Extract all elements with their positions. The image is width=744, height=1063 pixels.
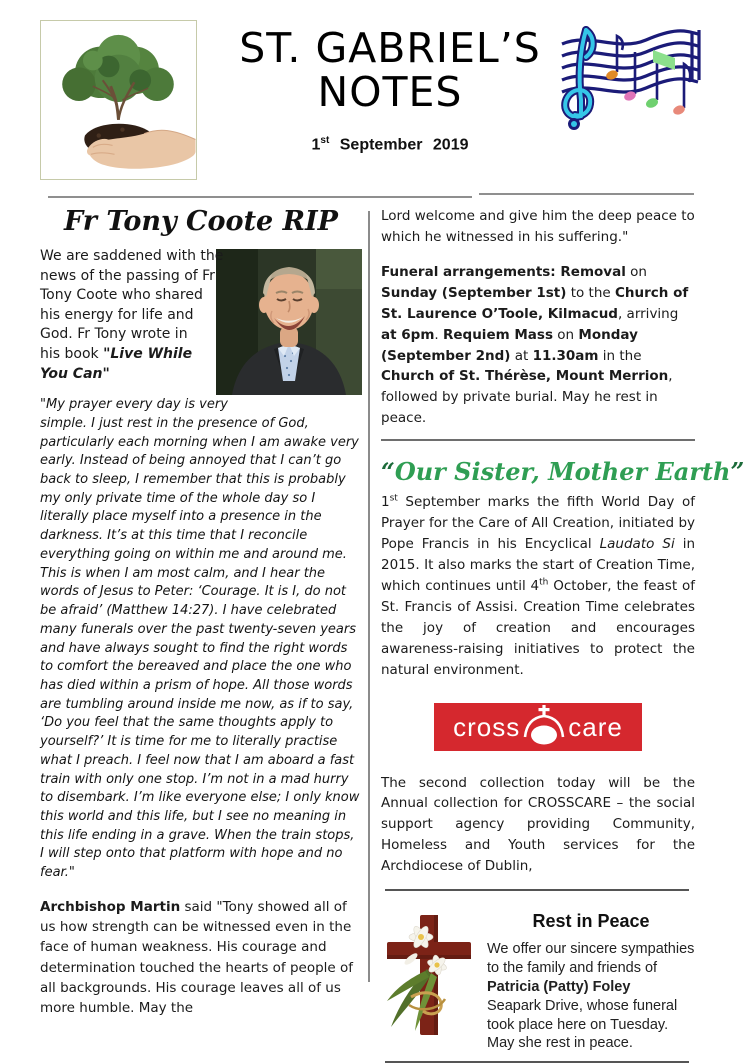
newsletter-title-line2: NOTES	[317, 68, 463, 117]
laudato-si-title: Laudato Si	[599, 536, 675, 553]
rest-in-peace-heading: Rest in Peace	[532, 911, 650, 932]
funeral-arrangements-paragraph: Funeral arrangements: Removal on Sunday (September 1st) to the Church of St. Laurence O’Toole, Kilmacud, arriving at 6pm. Requiem Mass on Monday (September 2nd) at 11.30am in the Church of St. Thérèse, Mount Merrion, followed by private burial. May he rest in peace.	[381, 263, 689, 427]
second-collection-paragraph: The second collection today will be the Annual collection for CROSSCARE – the social support agency providing Community, Homeless and Youth services for the Archdiocese of Dublin,	[381, 774, 695, 875]
mother-earth-paragraph: 1st September marks the fifth World Day of Prayer for the Care of All Creation, initiated by Pope Francis in his Encyclical Laudato Si in 2015. It also marks the start of Creation Time, which continues until 4th October, the feast of St. Francis of Assisi. Creation Time celebrates the joy of creation and encourages awareness-raising initiatives to protect the natural environment.	[381, 493, 695, 678]
music-notes-clipart	[532, 20, 708, 150]
section-separator-1	[381, 439, 695, 441]
article-heading-fr-tony: Fr Tony Coote RIP	[64, 206, 338, 237]
book-title: "Live While You Can"	[40, 345, 193, 382]
crosscare-orb-cross-icon	[521, 705, 567, 749]
rip-line: May she rest in peace.	[487, 1035, 633, 1052]
fr-tony-quote: "My prayer every day is very simple. I just rest in the presence of God, particularly each morning when I am awake very early. Instead of being annoyed that I can’t go back to sleep, I remember that this is probably my only private time of the whole day so I literally place myself into a presence in the darkness. It’s at this time that I reconcile everything going on within me and around me. This is when I am most calm, and I hear the words of Jesus to Peter: ‘Courage. It is I, do not be afraid’ (Matthew 14:27). I have celebrated many funerals over the past twenty-seven years and have always sought to find the right words to comfort the bereaved and place the one who has died within a prism of hope. All those words are tumbling around inside me now, as if to say, ‘Do you feel that the same thoughts apply to yourself?’ It is time for me to literally practise what I preach. I feel now that I am aboard a fast train with only one stop. I’m not in a mad hurry to disembark. I’m like everyone else; I only know this world and this life, but I see no meaning in this life ending in a grave. When the train stops, I will step onto that platform with hope and no fear."	[40, 397, 360, 881]
header-rule-right	[479, 193, 694, 195]
rip-line: to the family and friends of	[487, 959, 658, 976]
right-column	[381, 206, 744, 1063]
fr-tony-photo	[216, 249, 362, 395]
crosscare-logo	[434, 703, 642, 751]
crosscare-logo-text-left: cross	[453, 711, 521, 742]
crosscare-logo-text-right: care	[568, 711, 623, 742]
tree-in-hand-illustration	[41, 21, 196, 179]
mother-earth-heading: “Our Sister, Mother Earth”	[381, 457, 744, 487]
rest-in-peace-text	[487, 909, 695, 1053]
rip-deceased-name: Patricia (Patty) Foley	[487, 978, 631, 995]
intro-text: We are saddened with the news of the passing of Fr Tony Coote who shared his energy for life and God. Fr Tony wrote in his book	[40, 248, 224, 362]
cross-with-lilies-image	[381, 909, 477, 1042]
cross-lilies-illustration	[381, 909, 477, 1042]
column-divider	[368, 211, 370, 982]
fr-tony-portrait-illustration	[216, 249, 362, 395]
rip-line: We offer our sincere sympathies	[487, 941, 695, 958]
archbishop-paragraph: Archbishop Martin said "Tony showed all of us how strength can be witnessed even in the face of human weakness. His courage and determination touched the hearts of people of all backgrounds. His courage leaves all of us more humble. May the	[40, 898, 354, 1017]
newsletter-title-line1: ST. GABRIEL’S	[239, 24, 541, 72]
rip-line: Seapark Drive, whose funeral	[487, 997, 678, 1014]
tree-in-hand-image	[40, 20, 197, 180]
issue-date: 1st September 2019	[311, 134, 469, 153]
music-notes-image	[532, 20, 708, 150]
rest-in-peace-section	[381, 909, 695, 1053]
masthead-title-block	[212, 26, 568, 154]
section-separator-2	[385, 889, 689, 891]
continuation-paragraph: Lord welcome and give him the deep peace to which he witnessed in his suffering."	[381, 208, 695, 245]
rip-line: took place here on Tuesday.	[487, 1016, 669, 1033]
left-column	[40, 206, 362, 1018]
header-rule-left	[48, 196, 472, 198]
intro-paragraph	[40, 247, 362, 384]
